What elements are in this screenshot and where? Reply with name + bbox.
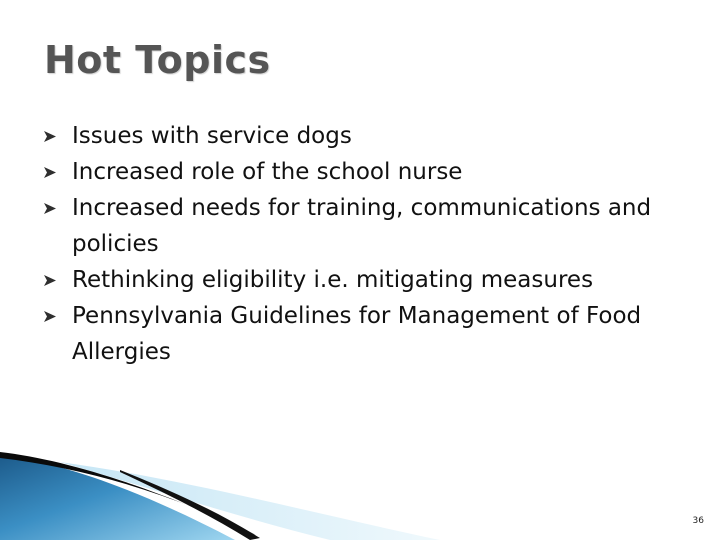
bullet-text: Increased needs for training, communications and policies xyxy=(72,195,652,257)
bullet-item xyxy=(44,154,684,190)
bullet-arrow-icon xyxy=(44,190,60,226)
bullet-item xyxy=(44,118,684,154)
bullet-arrow-icon xyxy=(44,118,60,154)
bullet-arrow-icon xyxy=(44,262,60,298)
bullet-arrow-icon xyxy=(44,298,60,334)
page-number: 36 xyxy=(692,516,704,526)
bullet-text: Pennsylvania Guidelines for Management of Food Allergies xyxy=(72,303,642,365)
bullet-item xyxy=(44,298,684,370)
bullet-text: Increased role of the school nurse xyxy=(72,159,463,185)
bullet-list xyxy=(44,118,684,370)
slide-title: Hot Topics xyxy=(44,38,271,82)
bullet-text: Issues with service dogs xyxy=(72,123,352,149)
bullet-item xyxy=(44,190,684,262)
bullet-item xyxy=(44,262,684,298)
bullet-arrow-icon xyxy=(44,154,60,190)
bullet-text: Rethinking eligibility i.e. mitigating measures xyxy=(72,267,594,293)
